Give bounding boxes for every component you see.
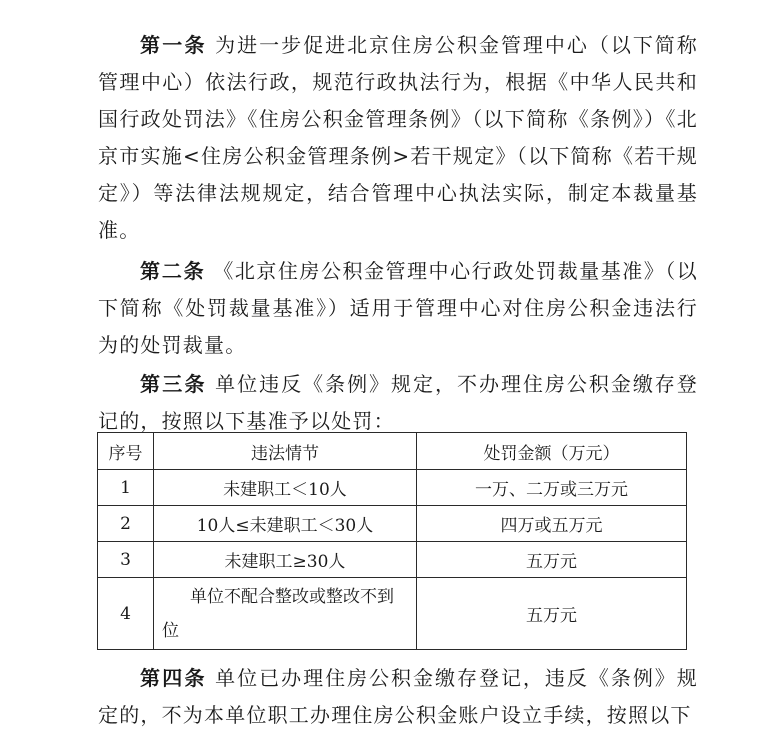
row-penalty-amount: 四万或五万元 bbox=[417, 506, 687, 542]
table-row bbox=[98, 470, 687, 506]
row-violation: 未建职工≥30人 bbox=[154, 542, 417, 578]
table-row bbox=[98, 506, 687, 542]
penalty-table bbox=[97, 432, 687, 650]
article-3 bbox=[98, 366, 698, 440]
row-violation: 单位不配合整改或整改不到位 bbox=[162, 586, 394, 641]
row-serial: 1 bbox=[98, 470, 154, 506]
header-violation: 违法情节 bbox=[154, 433, 417, 470]
article-2-text: 《北京住房公积金管理中心行政处罚裁量基准》（以下简称《处罚裁量基准》）适用于管理中心对住房公积金违法行为的处罚裁量。 bbox=[98, 259, 698, 357]
row-violation-cell bbox=[154, 578, 417, 650]
row-penalty-amount: 五万元 bbox=[417, 542, 687, 578]
table-header-row bbox=[98, 433, 687, 470]
table-row bbox=[98, 542, 687, 578]
article-4-text: 单位已办理住房公积金缴存登记，违反《条例》规定的，不为本单位职工办理住房公积金账户设立手续，按照以下 bbox=[98, 666, 698, 727]
row-serial: 3 bbox=[98, 542, 154, 578]
row-penalty-amount: 五万元 bbox=[417, 578, 687, 650]
header-serial: 序号 bbox=[98, 433, 154, 470]
row-violation: 10人≤未建职工＜30人 bbox=[154, 506, 417, 542]
article-3-text: 单位违反《条例》规定，不办理住房公积金缴存登记的，按照以下基准予以处罚： bbox=[98, 372, 698, 433]
article-2-number: 第二条 bbox=[140, 259, 206, 283]
article-3-number: 第三条 bbox=[140, 372, 207, 396]
row-serial: 2 bbox=[98, 506, 154, 542]
row-serial: 4 bbox=[98, 578, 154, 650]
row-violation: 未建职工＜10人 bbox=[154, 470, 417, 506]
article-4 bbox=[98, 660, 698, 734]
article-1-number: 第一条 bbox=[140, 33, 207, 57]
article-2 bbox=[98, 253, 698, 364]
article-4-number: 第四条 bbox=[140, 666, 207, 690]
header-penalty-amount: 处罚金额（万元） bbox=[417, 433, 687, 470]
table-row bbox=[98, 578, 687, 650]
article-1 bbox=[98, 27, 698, 249]
row-penalty-amount: 一万、二万或三万元 bbox=[417, 470, 687, 506]
article-1-text: 为进一步促进北京住房公积金管理中心（以下简称管理中心）依法行政，规范行政执法行为，根据《中华人民共和国行政处罚法》《住房公积金管理条例》（以下简称《条例》）《北京市实施<住房公积金管理条例>若干规定》（以下简称《若干规定》）等法律法规规定，结合管理中心执法实际，制定本裁量基准。 bbox=[98, 33, 698, 242]
